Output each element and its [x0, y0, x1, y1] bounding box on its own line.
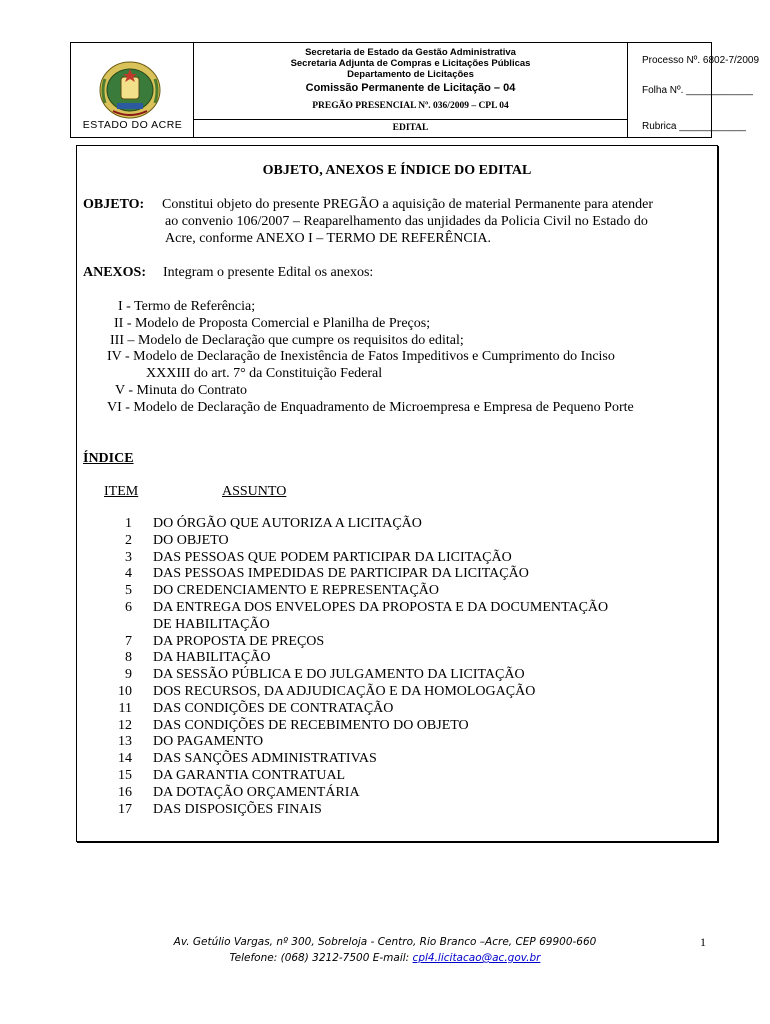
page-number: 1 [700, 935, 706, 949]
indice-row-number: 9 [125, 667, 132, 683]
indice-row-subject: DAS CONDIÇÕES DE RECEBIMENTO DO OBJETO [153, 717, 469, 733]
footer-contact [0, 952, 770, 964]
estado-label: ESTADO DO ACRE [82, 119, 183, 131]
indice-row-number: 6 [125, 600, 132, 615]
indice-label: ÍNDICE [83, 451, 134, 466]
edital-label: EDITAL [392, 123, 429, 133]
indice-row-subject: DAS DISPOSIÇÕES FINAIS [153, 801, 322, 817]
objeto-line-2: ao convenio 106/2007 – Reaparelhamento das unjidades da Policia Civil no Estado do [165, 214, 648, 229]
indice-row-subject: DE HABILITAÇÃO [153, 616, 270, 632]
indice-row-subject: DA GARANTIA CONTRATUAL [153, 768, 346, 783]
indice-row-number: 11 [118, 700, 132, 716]
indice-row-subject: DO CREDENCIAMENTO E REPRESENTAÇÃO [153, 583, 440, 599]
document-header [70, 42, 760, 138]
state-seal-icon [97, 59, 163, 121]
folha-field: Folha Nº. ____________ [642, 85, 753, 96]
indice-row-subject: DOS RECURSOS, DA ADJUDICAÇÃO E DA HOMOLOGAÇÃO [153, 684, 536, 699]
objeto-line-3: Acre, conforme ANEXO I – TERMO DE REFERÊNCIA. [165, 231, 491, 246]
indice-row-subject: DA SESSÃO PÚBLICA E DO JULGAMENTO DA LICITAÇÃO [153, 667, 525, 683]
objeto-line-1: Constitui objeto do presente PREGÃO a aquisição de material Permanente para atender [162, 197, 654, 212]
secretaria-adjunta-line: Secretaria Adjunta de Compras e Licitações Públicas [290, 58, 531, 69]
indice-row-number: 5 [125, 583, 132, 599]
header-right [628, 43, 760, 137]
indice-row-subject: DO PAGAMENTO [153, 734, 264, 750]
indice-row-subject: DA HABILITAÇÃO [153, 650, 271, 666]
anexo-item: V - Minuta do Contrato [115, 383, 247, 398]
indice-row-number: 13 [118, 734, 132, 750]
indice-row-subject: DA DOTAÇÃO ORÇAMENTÁRIA [153, 784, 360, 800]
rubrica-field: Rubrica ____________ [642, 121, 746, 132]
indice-row-subject: DAS PESSOAS QUE PODEM PARTICIPAR DA LICITAÇÃO [153, 549, 512, 565]
indice-row-subject: DAS CONDIÇÕES DE CONTRATAÇÃO [153, 700, 394, 716]
footer-email-link[interactable]: cpl4.licitacao@ac.gov.br [412, 952, 541, 964]
comissao-line: Comissão Permanente de Licitação – 04 [305, 82, 516, 94]
indice-row-number: 14 [118, 751, 132, 767]
processo-number: Processo Nº. 6802-7/2009 [642, 55, 760, 66]
anexos-label: ANEXOS: [83, 265, 147, 280]
indice-row-subject: DAS PESSOAS IMPEDIDAS DE PARTICIPAR DA LICITAÇÃO [153, 566, 529, 582]
indice-row-number: 2 [125, 532, 132, 548]
pregao-line: PREGÃO PRESENCIAL Nº. 036/2009 – CPL 04 [312, 101, 509, 111]
indice-row-number: 3 [125, 549, 132, 565]
indice-col-assunto: ASSUNTO [222, 484, 287, 499]
indice-row-number: 7 [125, 633, 132, 649]
indice-row-number: 15 [118, 768, 132, 783]
objeto-label: OBJETO: [83, 197, 145, 212]
indice-row-number: 10 [118, 684, 132, 699]
departamento-line: Departamento de Licitações [347, 69, 474, 80]
indice-row-number: 1 [125, 516, 132, 531]
indice-row-number: 16 [118, 784, 132, 800]
anexos-intro: Integram o presente Edital os anexos: [163, 265, 374, 280]
indice-col-item: ITEM [104, 484, 139, 499]
indice-row-number: 17 [118, 801, 132, 817]
anexo-item-continuation: XXXIII do art. 7° da Constituição Federal [146, 366, 383, 381]
indice-row-subject: DAS SANÇÕES ADMINISTRATIVAS [153, 751, 377, 767]
header-divider [194, 119, 627, 120]
header-center [194, 43, 628, 137]
indice-row-number: 12 [118, 717, 132, 733]
anexo-item: III – Modelo de Declaração que cumpre os requisitos do edital; [110, 333, 464, 348]
anexo-item: IV - Modelo de Declaração de Inexistência de Fatos Impeditivos e Cumprimento do Inciso [107, 349, 615, 364]
indice-row-subject: DO ÓRGÃO QUE AUTORIZA A LICITAÇÃO [153, 516, 422, 531]
footer-address: Av. Getúlio Vargas, nº 300, Sobreloja - Centro, Rio Branco –Acre, CEP 69900-660 [173, 936, 597, 948]
indice-row-subject: DA ENTREGA DOS ENVELOPES DA PROPOSTA E DA DOCUMENTAÇÃO [153, 600, 609, 615]
indice-row-subject: DO OBJETO [153, 532, 229, 548]
anexo-item: VI - Modelo de Declaração de Enquadramento de Microempresa e Empresa de Pequeno Porte [107, 400, 634, 415]
indice-row-number: 8 [125, 650, 132, 666]
anexo-item: II - Modelo de Proposta Comercial e Planilha de Preços; [114, 316, 431, 331]
footer-phone: Telefone: (068) 3212-7500 E-mail: [229, 952, 413, 964]
indice-row-subject: DA PROPOSTA DE PREÇOS [153, 633, 325, 649]
indice-row-number: 4 [125, 566, 132, 582]
secretaria-line: Secretaria de Estado da Gestão Administrativa [305, 47, 516, 58]
anexo-item: I - Termo de Referência; [118, 299, 256, 314]
logo-cell [71, 43, 194, 137]
page-title: OBJETO, ANEXOS E ÍNDICE DO EDITAL [262, 163, 532, 178]
